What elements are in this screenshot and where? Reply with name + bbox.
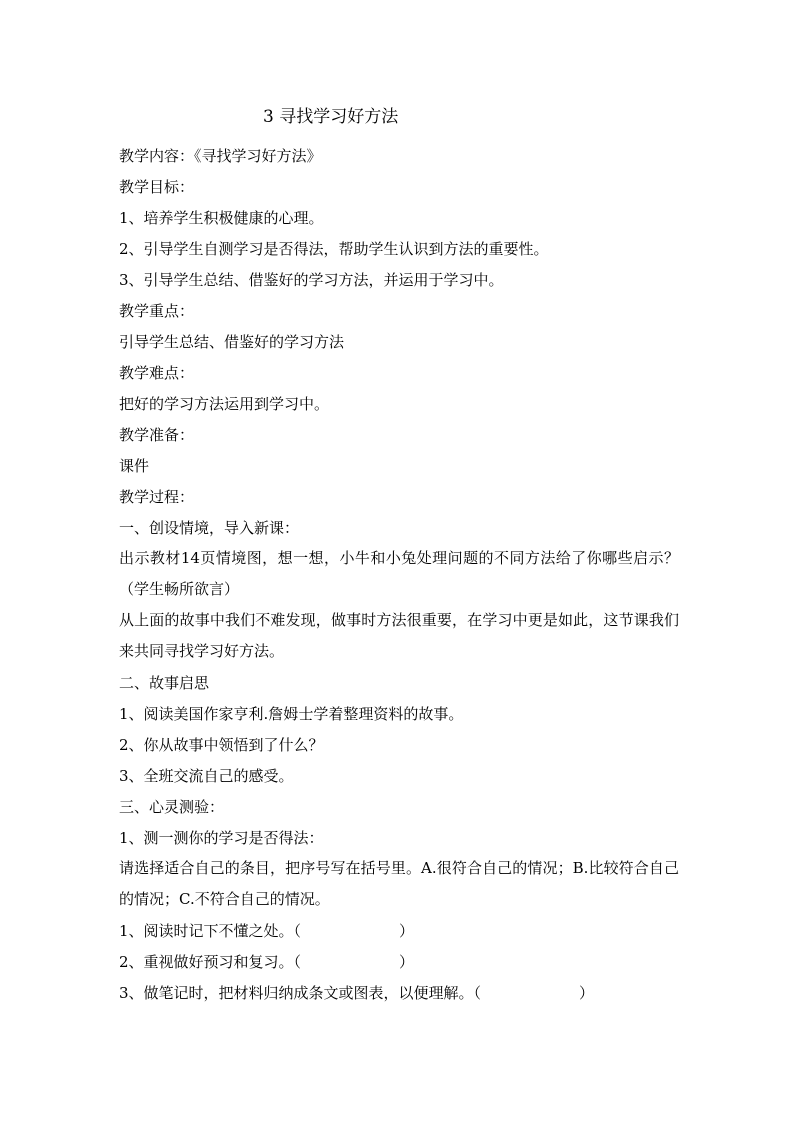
text-line: 三、心灵测验：: [119, 798, 225, 816]
survey-item-close: ）: [579, 984, 595, 1002]
text-line: 教学难点：: [119, 364, 195, 382]
text-line: 1、测一测你的学习是否得法：: [119, 829, 324, 847]
survey-item: [119, 983, 679, 1014]
text-line: 2、你从故事中领悟到了什么？: [119, 736, 324, 754]
survey-item-text: 3、做笔记时，把材料归纳成条文或图表，以便理解。（: [119, 984, 482, 1002]
survey-item: [119, 952, 679, 983]
text-line: 3、引导学生总结、借鉴好的学习方法，并运用于学习中。: [119, 271, 504, 289]
document-title: 3 寻找学习好方法: [263, 107, 399, 127]
text-line: 3、全班交流自己的感受。: [119, 767, 294, 785]
text-line: 引导学生总结、借鉴好的学习方法: [119, 333, 345, 351]
paragraph: 请选择适合自己的条目，把序号写在括号里。A.很符合自己的情况；B.比较符合自己的情况；C.不符合自己的情况。: [119, 859, 679, 908]
text-line: 一、创设情境，导入新课：: [119, 519, 300, 537]
document-body: [119, 146, 679, 1014]
survey-item-close: ）: [399, 922, 415, 940]
text-line: 2、引导学生自测学习是否得法，帮助学生认识到方法的重要性。: [119, 240, 549, 258]
text-line: 教学过程：: [119, 488, 195, 506]
text-line: 教学准备：: [119, 426, 195, 444]
paragraph: 出示教材14页情境图，想一想，小牛和小兔处理问题的不同方法给了你哪些启示？（学生畅所欲言）: [119, 549, 679, 598]
text-line: 1、阅读美国作家亨利.詹姆士学着整理资料的故事。: [119, 705, 464, 723]
text-line: 教学目标：: [119, 178, 195, 196]
text-line: 把好的学习方法运用到学习中。: [119, 395, 330, 413]
text-line: 教学重点：: [119, 302, 195, 320]
text-line: 1、培养学生积极健康的心理。: [119, 209, 324, 227]
survey-item: [119, 921, 679, 952]
survey-item-text: 1、阅读时记下不懂之处。（: [119, 922, 302, 940]
survey-item-close: ）: [399, 953, 415, 971]
survey-item-text: 2、重视做好预习和复习。（: [119, 953, 302, 971]
text-line: 课件: [119, 457, 150, 475]
paragraph: 从上面的故事中我们不难发现，做事时方法很重要，在学习中更是如此，这节课我们来共同寻找学习好方法。: [119, 611, 679, 660]
text-line: 教学内容：《寻找学习好方法》: [119, 147, 322, 165]
text-line: 二、故事启思: [119, 674, 210, 692]
